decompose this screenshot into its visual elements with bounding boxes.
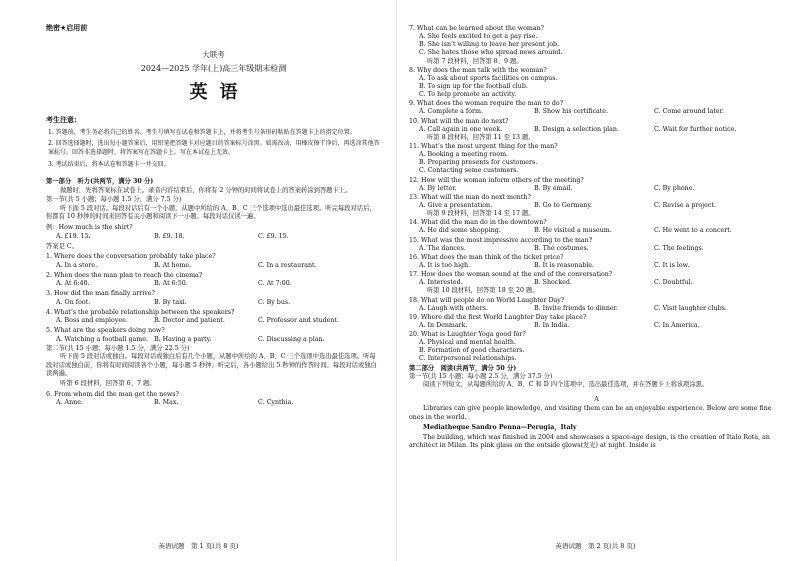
question-options	[56, 280, 381, 288]
option: C. In America.	[654, 321, 700, 329]
option: B. Formation of good characters.	[419, 347, 525, 355]
question-options	[419, 126, 784, 134]
passage-letter: A	[594, 395, 599, 403]
option: B. It is reasonable.	[534, 261, 594, 269]
option: A. Physical and mental health.	[419, 339, 516, 347]
question-18	[409, 297, 784, 313]
option: A. At 6:40.	[56, 280, 90, 288]
section-1-heading: 第一节(共 5 小题；每小题 1.5 分，满分 7.5 分)	[46, 196, 182, 204]
option: B. Design a selection plan.	[534, 125, 619, 133]
question-10	[409, 118, 784, 134]
question-stem: 16. What does the man think of the ticket price?	[409, 253, 564, 261]
option: C. At 7:00.	[258, 280, 292, 288]
option: A. On foot.	[56, 298, 91, 306]
section-2-intro: 听下面 5 段对话或独白。每段对话或独白后有几个小题，从题中所给的 A、B、C 三个选项中选出最佳选项。听每段对话或独白前，你将有时间阅读各个小题，每小题 5 秒钟；听完后，各小题给出 5 秒钟的作答时间。每段对话或独白读两遍。	[46, 353, 377, 378]
notice-item: 3. 考试结束后，将本试卷和答题卡一并交回。	[48, 160, 170, 168]
question-13	[409, 194, 784, 210]
question-options	[419, 108, 784, 116]
question-stem: 11. What’s the most urgent thing for the man?	[409, 142, 558, 150]
confidential-mark: 绝密★启用前	[46, 24, 88, 32]
option: B. At 6:50.	[154, 280, 188, 288]
question-14	[409, 219, 784, 235]
section-2-heading: 第二节(共 15 小题；每小题 1.5 分，满分 22.5 分)	[46, 344, 190, 352]
option: B. Go to Germany.	[534, 201, 593, 209]
question-stem: 20. What is Laughter Yoga good for?	[409, 331, 526, 339]
question-stem: 1. Where does the conversation probably take place?	[46, 253, 216, 261]
option: B. Doctor and patient.	[154, 317, 225, 325]
question-stem: 6. From whom did the man get the news?	[46, 390, 179, 398]
part-2-section-1-heading: 第一节(共 15 小题；每小题 2.5 分，满分 37.5 分)	[409, 372, 553, 380]
question-19	[409, 314, 784, 330]
question-stem: 2. When does the man plan to reach the cinema?	[46, 271, 203, 279]
page-1-content	[46, 22, 381, 407]
option: C. Discussing a plan.	[258, 335, 325, 343]
question-stem: 5. What are the speakers doing now?	[46, 327, 165, 335]
option: C. Professor and student.	[258, 317, 339, 325]
question-options	[56, 336, 381, 344]
notice-heading: 考生注意:	[46, 115, 77, 125]
option: A. The dances.	[419, 244, 466, 252]
option: A. By letter.	[419, 184, 457, 192]
question-4	[46, 309, 381, 325]
option: A. She feels excited to get a pay rise.	[419, 33, 538, 41]
option: B. By email.	[534, 184, 573, 192]
part-1-intro: 做题时，先将答案标在试卷上。录音内容结束后，你将有 2 分钟的时间将试卷上的答案转涂到答题卡上。	[60, 186, 352, 194]
question-8	[409, 67, 784, 99]
question-options	[419, 322, 784, 330]
question-options	[419, 185, 784, 193]
question-options	[419, 305, 784, 313]
question-stem: 15. What was the most impressive according to the man?	[409, 236, 593, 244]
option: B. Invite friends to dinner.	[534, 304, 618, 312]
exam-name: 大联考	[202, 50, 225, 59]
notice-list	[46, 129, 381, 170]
question-stem: 18. What will people do on World Laughter Day?	[409, 296, 565, 304]
option: A. £19. 15.	[56, 232, 91, 240]
option: A. Anne.	[56, 399, 83, 407]
question-stem: 9. What does the woman require the man to do?	[409, 100, 564, 108]
part-1-heading: 第一部分 听力(共两节，满分 30 分)	[46, 178, 154, 186]
exam-subtitle: 2024—2025 学年(上)高三年级期末检测	[140, 64, 287, 73]
question-stem: 14. What did the man do in the downtown?	[409, 219, 547, 227]
question-11	[409, 143, 784, 175]
section-1-intro: 听下面 5 段对话。每段对话后有一个小题，从题中所给的 A、B、C 三个选项中选出最佳选项。听完每段对话后，你都有 10 秒钟的时间来回答有关小题和阅读下一小题。每段对话仅读一遍。	[46, 204, 376, 221]
option: A. Interested.	[419, 279, 463, 287]
material-note: 听第 9 段材料，回答第 14 至 17 题。	[427, 210, 535, 218]
question-options	[56, 317, 381, 325]
question-stem: 17. How does the woman sound at the end of the conversation?	[409, 271, 613, 279]
option: A. Complete a form.	[419, 108, 484, 116]
option: C. Contacting some customers.	[419, 167, 519, 175]
option: B. Max.	[154, 399, 179, 407]
option: C. Cynthia.	[258, 399, 294, 407]
notice-item: 1. 答题前，考生务必将自己的姓名、考生号填写在试卷和答题卡上，并将考生号条形码粘贴在答题卡上的指定位置。	[48, 128, 356, 136]
question-9	[409, 100, 784, 116]
option: C. Visit laughter clubs.	[654, 304, 727, 312]
option: C. Wait for further notice.	[654, 125, 737, 133]
option: B. Having a party.	[154, 335, 212, 343]
option: B. At home.	[154, 261, 192, 269]
question-2	[46, 272, 381, 288]
question-17	[409, 271, 784, 287]
part-2-heading: 第二部分 阅读(共两节，满分 50 分)	[409, 365, 517, 373]
option: B. Show his certificate.	[534, 108, 609, 116]
example-question: 例：How much is the shirt?	[46, 224, 133, 232]
passage-intro: Libraries can give people knowledge, and visiting them can be an enjoyable experience. Below are some fine ones in the world.	[409, 405, 772, 421]
passage-body: The building, which was finished in 2004 and showcases a space-age design, is the creation of Italo Rota, an architect in Milan. Its pink glass on the outside glows(发光) at night. Inside is	[409, 433, 770, 450]
option: A. Watching a football game.	[56, 335, 148, 343]
option: C. The feelings.	[654, 244, 704, 252]
option: B. He visited a museum.	[534, 227, 612, 235]
question-12	[409, 177, 784, 193]
question-options	[419, 245, 784, 253]
question-options	[419, 227, 784, 235]
option: C. Come around later.	[654, 108, 724, 116]
page-footer: 英语试题 第 1 页(共 8 页)	[158, 542, 239, 551]
example-answer: 答案是 C。	[46, 243, 79, 251]
option: C. By phone.	[654, 184, 695, 192]
option: C. £9. 15.	[258, 232, 289, 240]
option: A. To ask about sports facilities on campus.	[419, 74, 558, 82]
option: B. The costumes.	[534, 244, 589, 252]
material-note: 听第 10 段材料，回答第 18 至 20 题。	[427, 287, 539, 295]
notice-item: 2. 回答选择题时，选出每小题答案后，用铅笔把答题卡对应题目的答案标号涂黑。如需改动，用橡皮擦干净后，再选涂其他答案标号。回答非选择题时，将答案写在答题卡上。写在本试卷上无效。	[48, 140, 380, 156]
question-stem: 3. How did the man finally arrive?	[46, 290, 155, 298]
option: C. She hates those who spread news around.	[419, 49, 563, 57]
option: B. Preparing presents for customers.	[419, 159, 538, 167]
question-20	[409, 331, 784, 363]
option: B. By taxi.	[154, 298, 187, 306]
option: C. Revise a project.	[654, 201, 716, 209]
option: A. It is too high.	[419, 261, 471, 269]
question-options	[56, 262, 381, 270]
option: A. Laugh with others.	[419, 304, 488, 312]
question-3	[46, 290, 381, 306]
option: C. Doubtful.	[654, 279, 693, 287]
question-options	[56, 299, 381, 307]
option: B. £9. 18.	[154, 232, 185, 240]
question-stem: 12. How will the woman inform others of the meeting?	[409, 176, 584, 184]
option: A. Boss and employee.	[56, 317, 128, 325]
page-2-content	[409, 25, 784, 451]
option: B. To sign up for the football club.	[419, 82, 528, 90]
question-7	[409, 25, 784, 57]
option: C. It is low.	[654, 261, 690, 269]
material-note: 听第 8 段材料，回答第 11 至 13 题。	[427, 133, 535, 141]
question-1	[46, 253, 381, 269]
question-stem: 8. Why does the man talk with the woman?	[409, 66, 547, 74]
option: A. In Denmark.	[419, 321, 468, 329]
question-5	[46, 327, 381, 343]
option: C. He went to a concert.	[654, 227, 732, 235]
material-note: 听第 7 段材料，回答第 8、9 题。	[427, 57, 523, 65]
option: A. He did some shopping.	[419, 227, 501, 235]
page-footer: 英语试题 第 2 页(共 8 页)	[555, 542, 636, 551]
question-stem: 7. What can be learned about the woman?	[409, 25, 545, 32]
question-stem: 19. Where did the first World Laughter Day take place?	[409, 313, 587, 321]
part-2-intro: 阅读下列短文，从每题所给的 A、B、C 和 D 四个选项中，选出最佳选项，并在答题卡上将该项涂黑。	[423, 381, 709, 389]
option: A. In a store.	[56, 261, 98, 269]
question-6	[46, 391, 381, 407]
option: A. Call again in one week.	[419, 125, 503, 133]
option: C. Interpersonal relationships.	[419, 355, 517, 363]
passage-venue-heading: Mediatheque Sandro Penna—Perugia，Italy	[423, 424, 577, 432]
example-options	[56, 233, 381, 241]
page-2	[397, 0, 794, 561]
option: B. She isn’t willing to leave her present job.	[419, 41, 560, 49]
option: C. In a restaurant.	[258, 261, 317, 269]
option: A. Booking a meeting room.	[419, 151, 509, 159]
question-options	[419, 262, 784, 270]
question-stem: 10. What will the man do next?	[409, 117, 509, 125]
question-stem: 13. What will the man do next month?	[409, 193, 531, 201]
question-stem: 4. What’s the probable relationship between the speakers?	[46, 308, 235, 316]
material-note: 听第 6 段材料，回答第 6、7 题。	[60, 379, 156, 387]
option: C. To help promote an activity.	[419, 91, 517, 99]
option: B. Shocked.	[534, 279, 572, 287]
question-16	[409, 254, 784, 270]
option: C. By bus.	[258, 298, 291, 306]
question-options	[56, 399, 381, 407]
option: B. In India.	[534, 321, 570, 329]
question-15	[409, 237, 784, 253]
question-options	[419, 202, 784, 210]
question-options	[419, 279, 784, 287]
subject-title: 英语	[189, 81, 250, 103]
option: A. Give a presentation.	[419, 201, 493, 209]
